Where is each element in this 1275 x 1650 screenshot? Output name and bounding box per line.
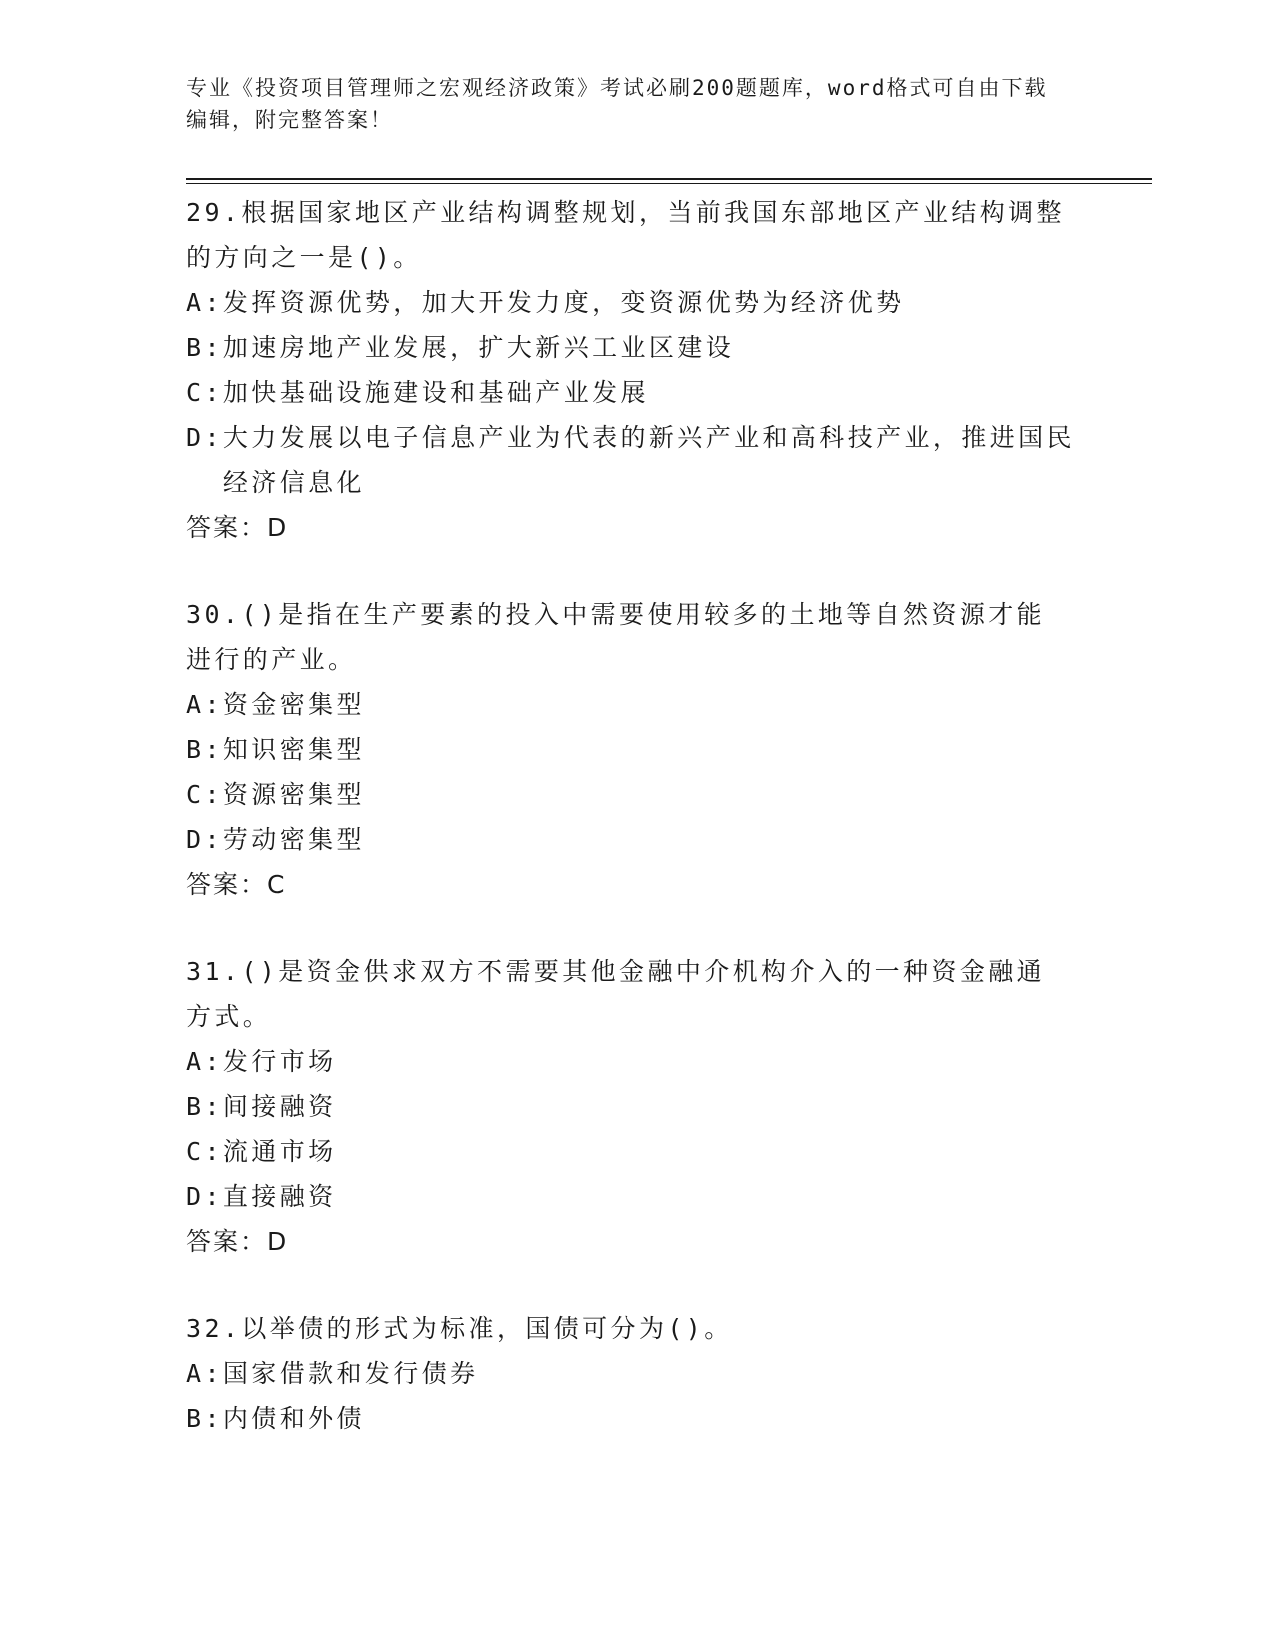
question-stem: 32.以举债的形式为标准，国债可分为()。: [186, 1314, 733, 1343]
question-stem: 31.()是资金供求双方不需要其他金融中介机构介入的一种资金融通方式。: [186, 957, 1046, 1031]
question-29: [186, 190, 1086, 550]
option-text: 资源密集型: [222, 780, 365, 809]
option-text: 加快基础设施建设和基础产业发展: [222, 378, 649, 407]
document-header: 专业《投资项目管理师之宏观经济政策》考试必刷200题题库，word格式可自由下载编辑，附完整答案！: [186, 76, 1048, 132]
answer-line: [186, 1219, 1086, 1264]
question-stem: 30.()是指在生产要素的投入中需要使用较多的土地等自然资源才能进行的产业。: [186, 600, 1046, 674]
option-text: 资金密集型: [222, 690, 365, 719]
answer-label: 答案：: [186, 1227, 268, 1256]
option-d: [186, 415, 1086, 505]
option-text: 加速房地产业发展，扩大新兴工业区建设: [222, 333, 735, 362]
option-key: B:: [186, 735, 223, 764]
option-text: 国家借款和发行债券: [222, 1359, 479, 1388]
option-text: 间接融资: [222, 1092, 337, 1121]
question-30: [186, 592, 1086, 907]
option-text: 内债和外债: [222, 1404, 365, 1433]
answer-line: [186, 862, 1086, 907]
option-key: C:: [186, 780, 223, 809]
option-a: [186, 682, 1086, 727]
option-text: 流通市场: [222, 1137, 337, 1166]
question-stem: 29.根据国家地区产业结构调整规划，当前我国东部地区产业结构调整的方向之一是()。: [186, 198, 1065, 272]
option-key: C:: [186, 1137, 223, 1166]
option-text: 发挥资源优势，加大开发力度，变资源优势为经济优势: [222, 288, 905, 317]
option-key: A:: [186, 1047, 223, 1076]
option-text: 大力发展以电子信息产业为代表的新兴产业和高科技产业，推进国民经济信息化: [222, 423, 1075, 497]
answer-line: [186, 505, 1086, 550]
option-key: B:: [186, 1092, 223, 1121]
option-key: B:: [186, 1404, 223, 1433]
option-key: A:: [186, 288, 223, 317]
answer-label: 答案：: [186, 513, 268, 542]
option-a: [186, 1351, 1086, 1396]
option-c: [186, 772, 1086, 817]
option-c: [186, 370, 1086, 415]
option-d: [186, 817, 1086, 862]
option-key: A:: [186, 690, 223, 719]
option-key: A:: [186, 1359, 223, 1388]
question-list: [186, 190, 1086, 1483]
option-key: B:: [186, 333, 223, 362]
question-32: [186, 1306, 1086, 1441]
answer-value: D: [267, 513, 289, 542]
option-c: [186, 1129, 1086, 1174]
option-key: D:: [186, 1182, 223, 1211]
option-text: 劳动密集型: [222, 825, 365, 854]
option-b: [186, 325, 1086, 370]
option-d: [186, 1174, 1086, 1219]
option-a: [186, 280, 1086, 325]
option-b: [186, 1396, 1086, 1441]
answer-value: C: [267, 870, 287, 899]
option-key: C:: [186, 378, 223, 407]
answer-label: 答案：: [186, 870, 268, 899]
option-key: D:: [186, 423, 223, 452]
option-text: 发行市场: [222, 1047, 337, 1076]
option-b: [186, 1084, 1086, 1129]
option-text: 知识密集型: [222, 735, 365, 764]
header-divider-thick: [186, 178, 1152, 180]
option-text: 直接融资: [222, 1182, 337, 1211]
header-divider-thin: [186, 183, 1152, 184]
answer-value: D: [267, 1227, 289, 1256]
option-key: D:: [186, 825, 223, 854]
option-a: [186, 1039, 1086, 1084]
question-31: [186, 949, 1086, 1264]
option-b: [186, 727, 1086, 772]
